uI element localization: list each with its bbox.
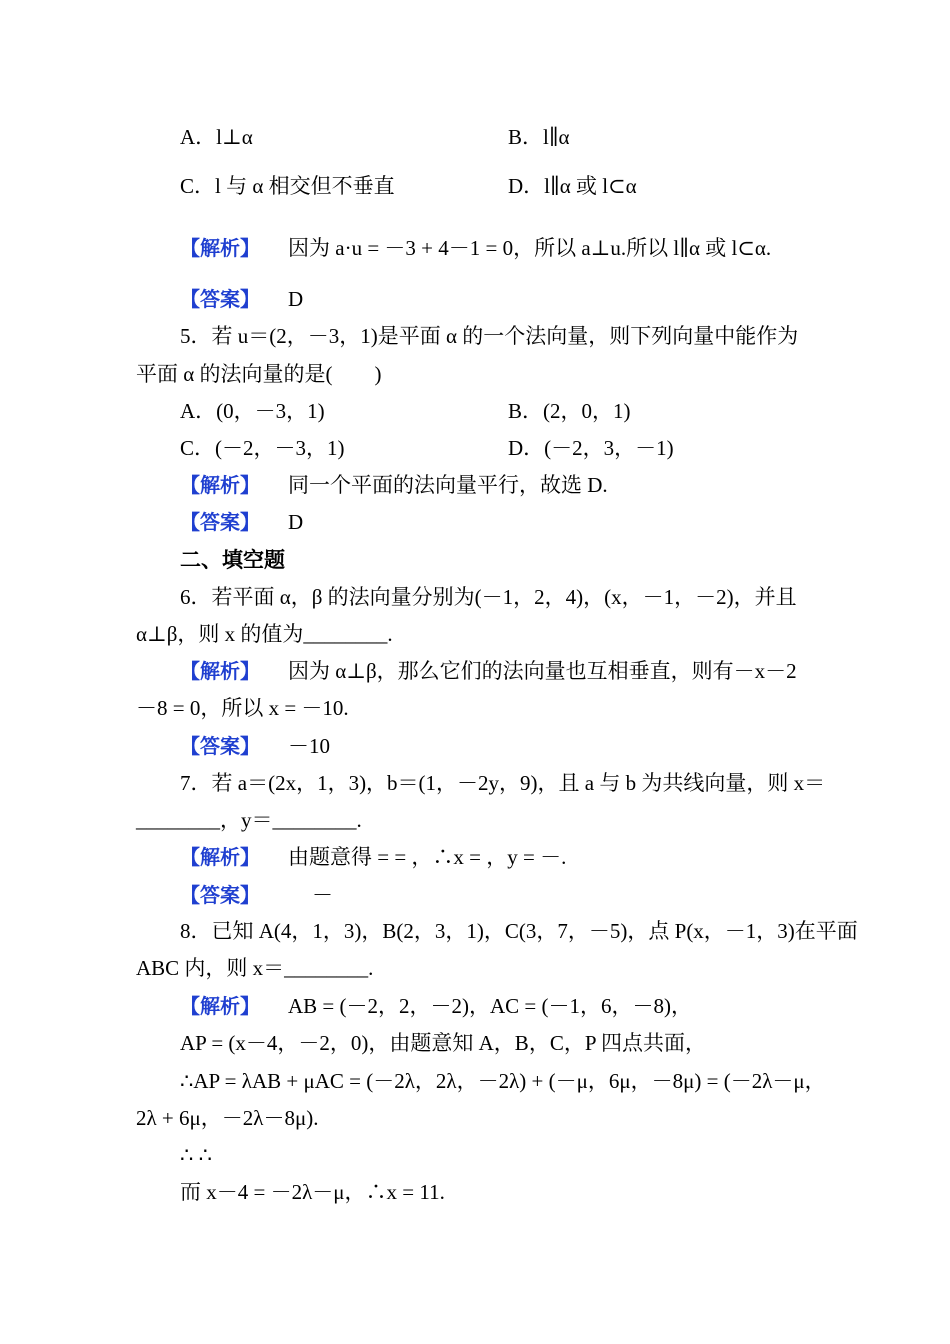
q6-analysis <box>180 656 860 686</box>
q5-stem-line-1: 5．若 u＝(2，－3，1)是平面 α 的一个法向量，则下列向量中能作为 <box>180 324 799 348</box>
q4-option-c: C．l 与 α 相交但不垂直 <box>180 174 395 198</box>
q7-analysis-text: 由题意得 = = ，∴x = ，y = －. <box>288 845 567 869</box>
q4-analysis <box>180 233 860 263</box>
q4-option-d: D．l∥α 或 l⊂α <box>508 174 637 198</box>
q8-analysis-line-3: ∴AP = λAB + μAC = (－2λ，2λ，－2λ) + (－μ，6μ，－8μ) = (－2λ－μ， <box>180 1069 826 1093</box>
section-heading: 二、填空题 <box>180 548 285 572</box>
analysis-tag: 【解析】 <box>180 473 260 497</box>
q8-analysis-line-6: 而 x－4 = －2λ－μ，∴x = 11. <box>180 1180 445 1204</box>
q8-analysis <box>180 991 860 1021</box>
q7-answer-text: － <box>312 883 333 907</box>
q6-answer-text: －10 <box>288 734 330 758</box>
q6-analysis-text-1: 因为 α⊥β，那么它们的法向量也互相垂直，则有－x－2 <box>288 659 797 683</box>
q7-analysis <box>180 842 860 872</box>
q7-answer <box>180 880 860 910</box>
q5-analysis-text: 同一个平面的法向量平行，故选 D. <box>288 473 608 497</box>
q5-option-b: B．(2，0，1) <box>508 399 631 423</box>
q7-stem-line-2: ________，y＝________. <box>136 808 362 832</box>
q4-analysis-text: 因为 a·u = －3 + 4－1 = 0，所以 a⊥u.所以 l∥α 或 l⊂α. <box>288 236 772 260</box>
q6-analysis-line-2: －8 = 0，所以 x = －10. <box>136 696 349 720</box>
analysis-tag: 【解析】 <box>180 659 260 683</box>
q5-option-c: C．(－2，－3，1) <box>180 436 345 460</box>
answer-tag: 【答案】 <box>180 510 260 534</box>
q4-option-row-1 <box>180 122 860 152</box>
q6-stem-line-2: α⊥β，则 x 的值为________. <box>136 622 393 646</box>
analysis-tag: 【解析】 <box>180 994 260 1018</box>
q5-analysis <box>180 470 860 500</box>
q4-option-b: B．l∥α <box>508 125 570 149</box>
answer-tag: 【答案】 <box>180 734 260 758</box>
answer-tag: 【答案】 <box>180 883 260 907</box>
q8-stem-line-2: ABC 内，则 x＝________. <box>136 956 374 980</box>
analysis-tag: 【解析】 <box>180 236 260 260</box>
q7-stem-line-1: 7．若 a＝(2x，1，3)，b＝(1，－2y，9)，且 a 与 b 为共线向量，则 x＝ <box>180 771 826 795</box>
q8-analysis-text-1: AB = (－2，2，－2)，AC = (－1，6，－8)， <box>288 994 693 1018</box>
q8-stem-line-1: 8．已知 A(4，1，3)，B(2，3，1)，C(3，7，－5)，点 P(x，－1，3)在平面 <box>180 919 858 943</box>
q5-option-row-1 <box>180 396 860 426</box>
q4-option-row-2 <box>180 171 860 201</box>
q5-option-a: A．(0，－3，1) <box>180 399 325 423</box>
q5-option-d: D．(－2，3，－1) <box>508 436 674 460</box>
answer-tag: 【答案】 <box>180 287 260 311</box>
q8-analysis-line-4: 2λ + 6μ，－2λ－8μ). <box>136 1106 319 1130</box>
q8-analysis-line-5: ∴ ∴ <box>180 1143 212 1167</box>
q8-analysis-line-2: AP = (x－4，－2，0)，由题意知 A，B，C，P 四点共面， <box>180 1031 706 1055</box>
q6-answer <box>180 731 860 761</box>
q4-option-a: A．l⊥α <box>180 125 253 149</box>
q5-stem-line-2: 平面 α 的法向量的是( ) <box>136 362 382 386</box>
q6-stem-line-1: 6．若平面 α，β 的法向量分别为(－1，2，4)，(x，－1，－2)，并且 <box>180 585 797 609</box>
q4-answer-text: D <box>288 287 304 311</box>
q5-answer-text: D <box>288 510 304 534</box>
analysis-tag: 【解析】 <box>180 845 260 869</box>
q5-answer <box>180 507 860 537</box>
q4-answer <box>180 284 860 314</box>
q5-option-row-2 <box>180 433 860 463</box>
